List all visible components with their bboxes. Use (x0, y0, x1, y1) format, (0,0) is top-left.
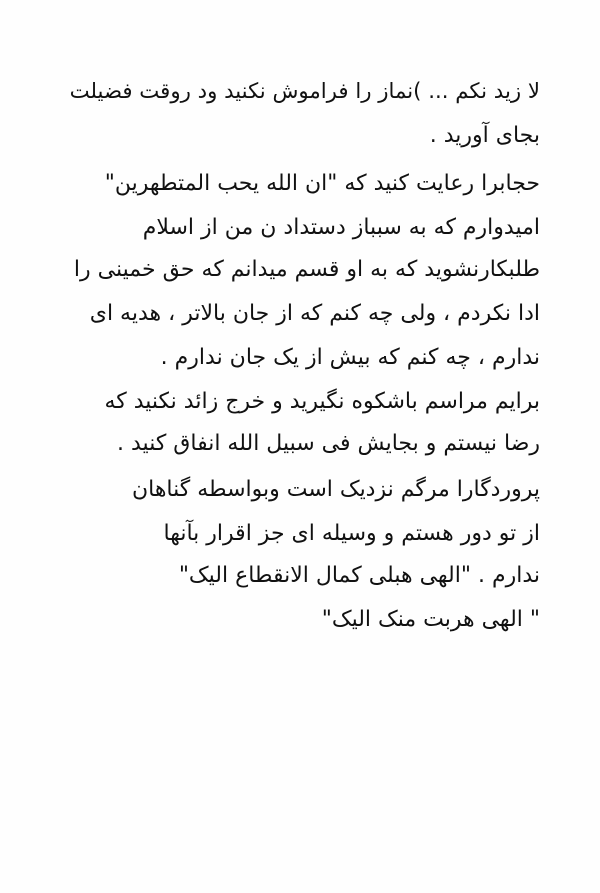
text-line-11: از تو دور هستم و وسیله ای جز اقرار بآنها (163, 521, 540, 546)
text-line-5: طلبکارنشوید که به او قسم میدانم که حق خمینی را (73, 257, 540, 282)
text-line-1: لا زید نکم ... )نماز را فراموش نکنید ود روقت فضیلت (69, 79, 540, 104)
text-line-10: پروردگارا مرگم نزدیک است وبواسطه گناهان (131, 477, 540, 502)
text-line-3: حجابرا رعایت کنید که "ان الله یحب المتطهرین" (104, 171, 540, 196)
text-line-13: " الهی هربت منک الیک" (321, 607, 540, 632)
text-line-12: ندارم . "الهی هبلی کمال الانقطاع الیک" (178, 563, 540, 588)
text-line-2: بجای آورید . (429, 123, 540, 148)
text-line-9: رضا نیستم و بجایش فی سبیل الله انفاق کنید . (117, 431, 540, 456)
text-line-4: امیدوارم که به سبباز دستداد ن من از اسلام (142, 215, 540, 240)
text-line-7: ندارم ، چه کنم که بیش از یک جان ندارم . (160, 345, 540, 370)
text-line-8: برایم مراسم باشکوه نگیرید و خرج زائد نکنید که (104, 389, 540, 414)
text-line-6: ادا نکردم ، ولی چه کنم که از جان بالاتر ، هدیه ای (89, 301, 540, 326)
